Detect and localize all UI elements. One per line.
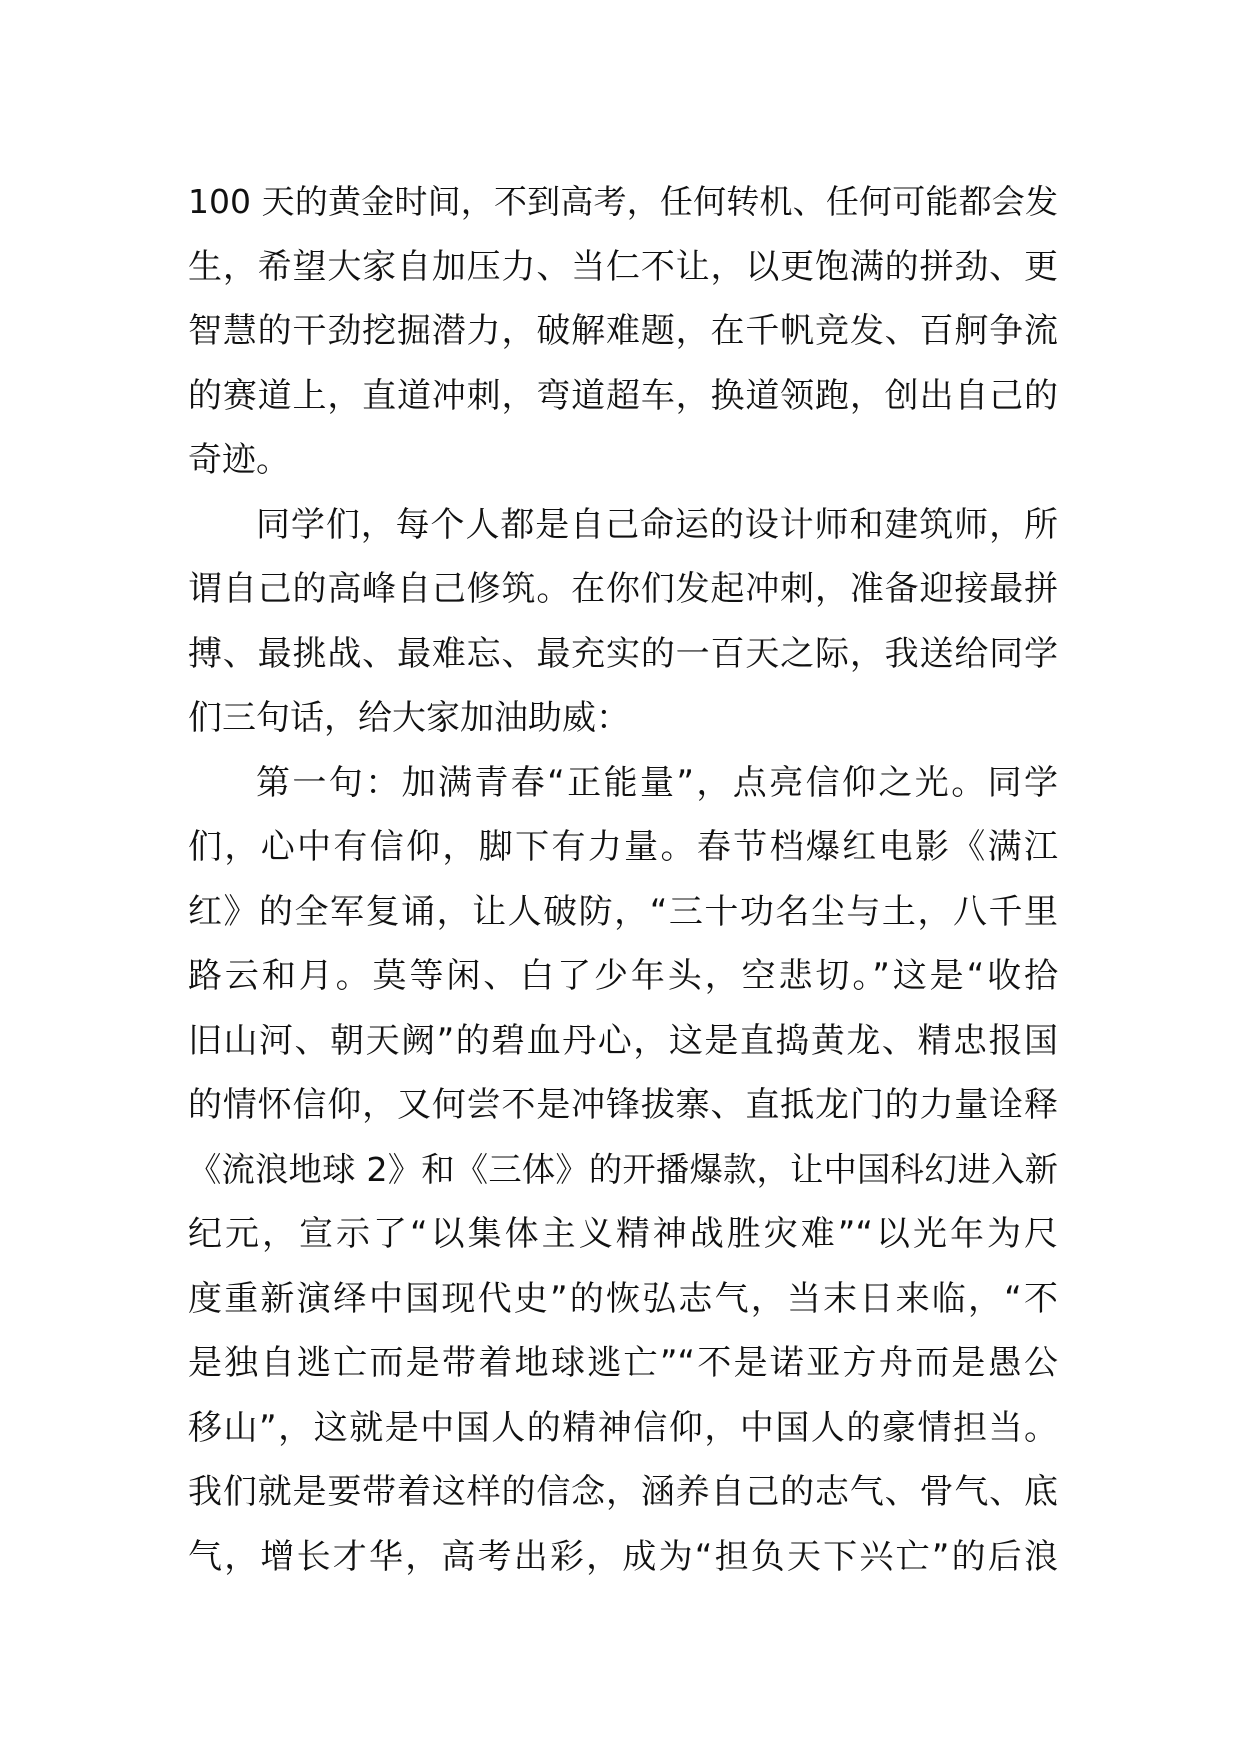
text-line: 的情怀信仰，又何尝不是冲锋拔寨、直抵龙门的力量诠释 — [188, 1085, 1058, 1125]
text-line: 智慧的干劲挖掘潜力，破解难题，在千帆竞发、百舸争流 — [188, 311, 1058, 351]
text-line: 的赛道上，直道冲刺，弯道超车，换道领跑，创出自己的 — [188, 375, 1058, 416]
text-line: 生，希望大家自加压力、当仁不让，以更饱满的拼劲、更 — [188, 246, 1058, 287]
text-line: 路云和月。莫等闲、白了少年头，空悲切。”这是“收拾 — [188, 956, 1058, 996]
text-line: 旧山河、朝天阙”的碧血丹心，这是直捣黄龙、精忠报国 — [188, 1020, 1058, 1061]
text-line: 气，增长才华，高考出彩，成为“担负天下兴亡”的后浪 — [188, 1536, 1058, 1577]
document-body — [188, 170, 1058, 1589]
text-line: 度重新演绎中国现代史”的恢弘志气，当末日来临，“不 — [188, 1278, 1058, 1319]
text-line: 是独自逃亡而是带着地球逃亡”“不是诺亚方舟而是愚公 — [188, 1343, 1058, 1383]
text-line: 我们就是要带着这样的信念，涵养自己的志气、骨气、底 — [188, 1472, 1058, 1512]
text-line: 谓自己的高峰自己修筑。在你们发起冲刺，准备迎接最拼 — [188, 569, 1058, 609]
text-line: 红》的全军复诵，让人破防，“三十功名尘与土，八千里 — [188, 891, 1058, 932]
text-line: 们，心中有信仰，脚下有力量。春节档爆红电影《满江 — [188, 827, 1058, 867]
text-line: 100 天的黄金时间，不到高考，任何转机、任何可能都会发 — [188, 182, 1058, 221]
paragraph-first-line: 同学们，每个人都是自己命运的设计师和建筑师，所 — [256, 504, 1058, 545]
text-line: 《流浪地球 2》和《三体》的开播爆款，让中国科幻进入新 — [188, 1149, 1058, 1189]
paragraph-first-line: 第一句：加满青春“正能量”，点亮信仰之光。同学 — [256, 762, 1058, 803]
text-line: 搏、最挑战、最难忘、最充实的一百天之际，我送给同学 — [188, 633, 1058, 674]
text-line: 移山”，这就是中国人的精神信仰，中国人的豪情担当。 — [188, 1407, 1058, 1448]
text-line: 奇迹。 — [188, 440, 290, 480]
text-line: 纪元，宣示了“以集体主义精神战胜灾难”“以光年为尺 — [188, 1214, 1058, 1254]
text-line: 们三句话，给大家加油助威： — [188, 698, 630, 738]
